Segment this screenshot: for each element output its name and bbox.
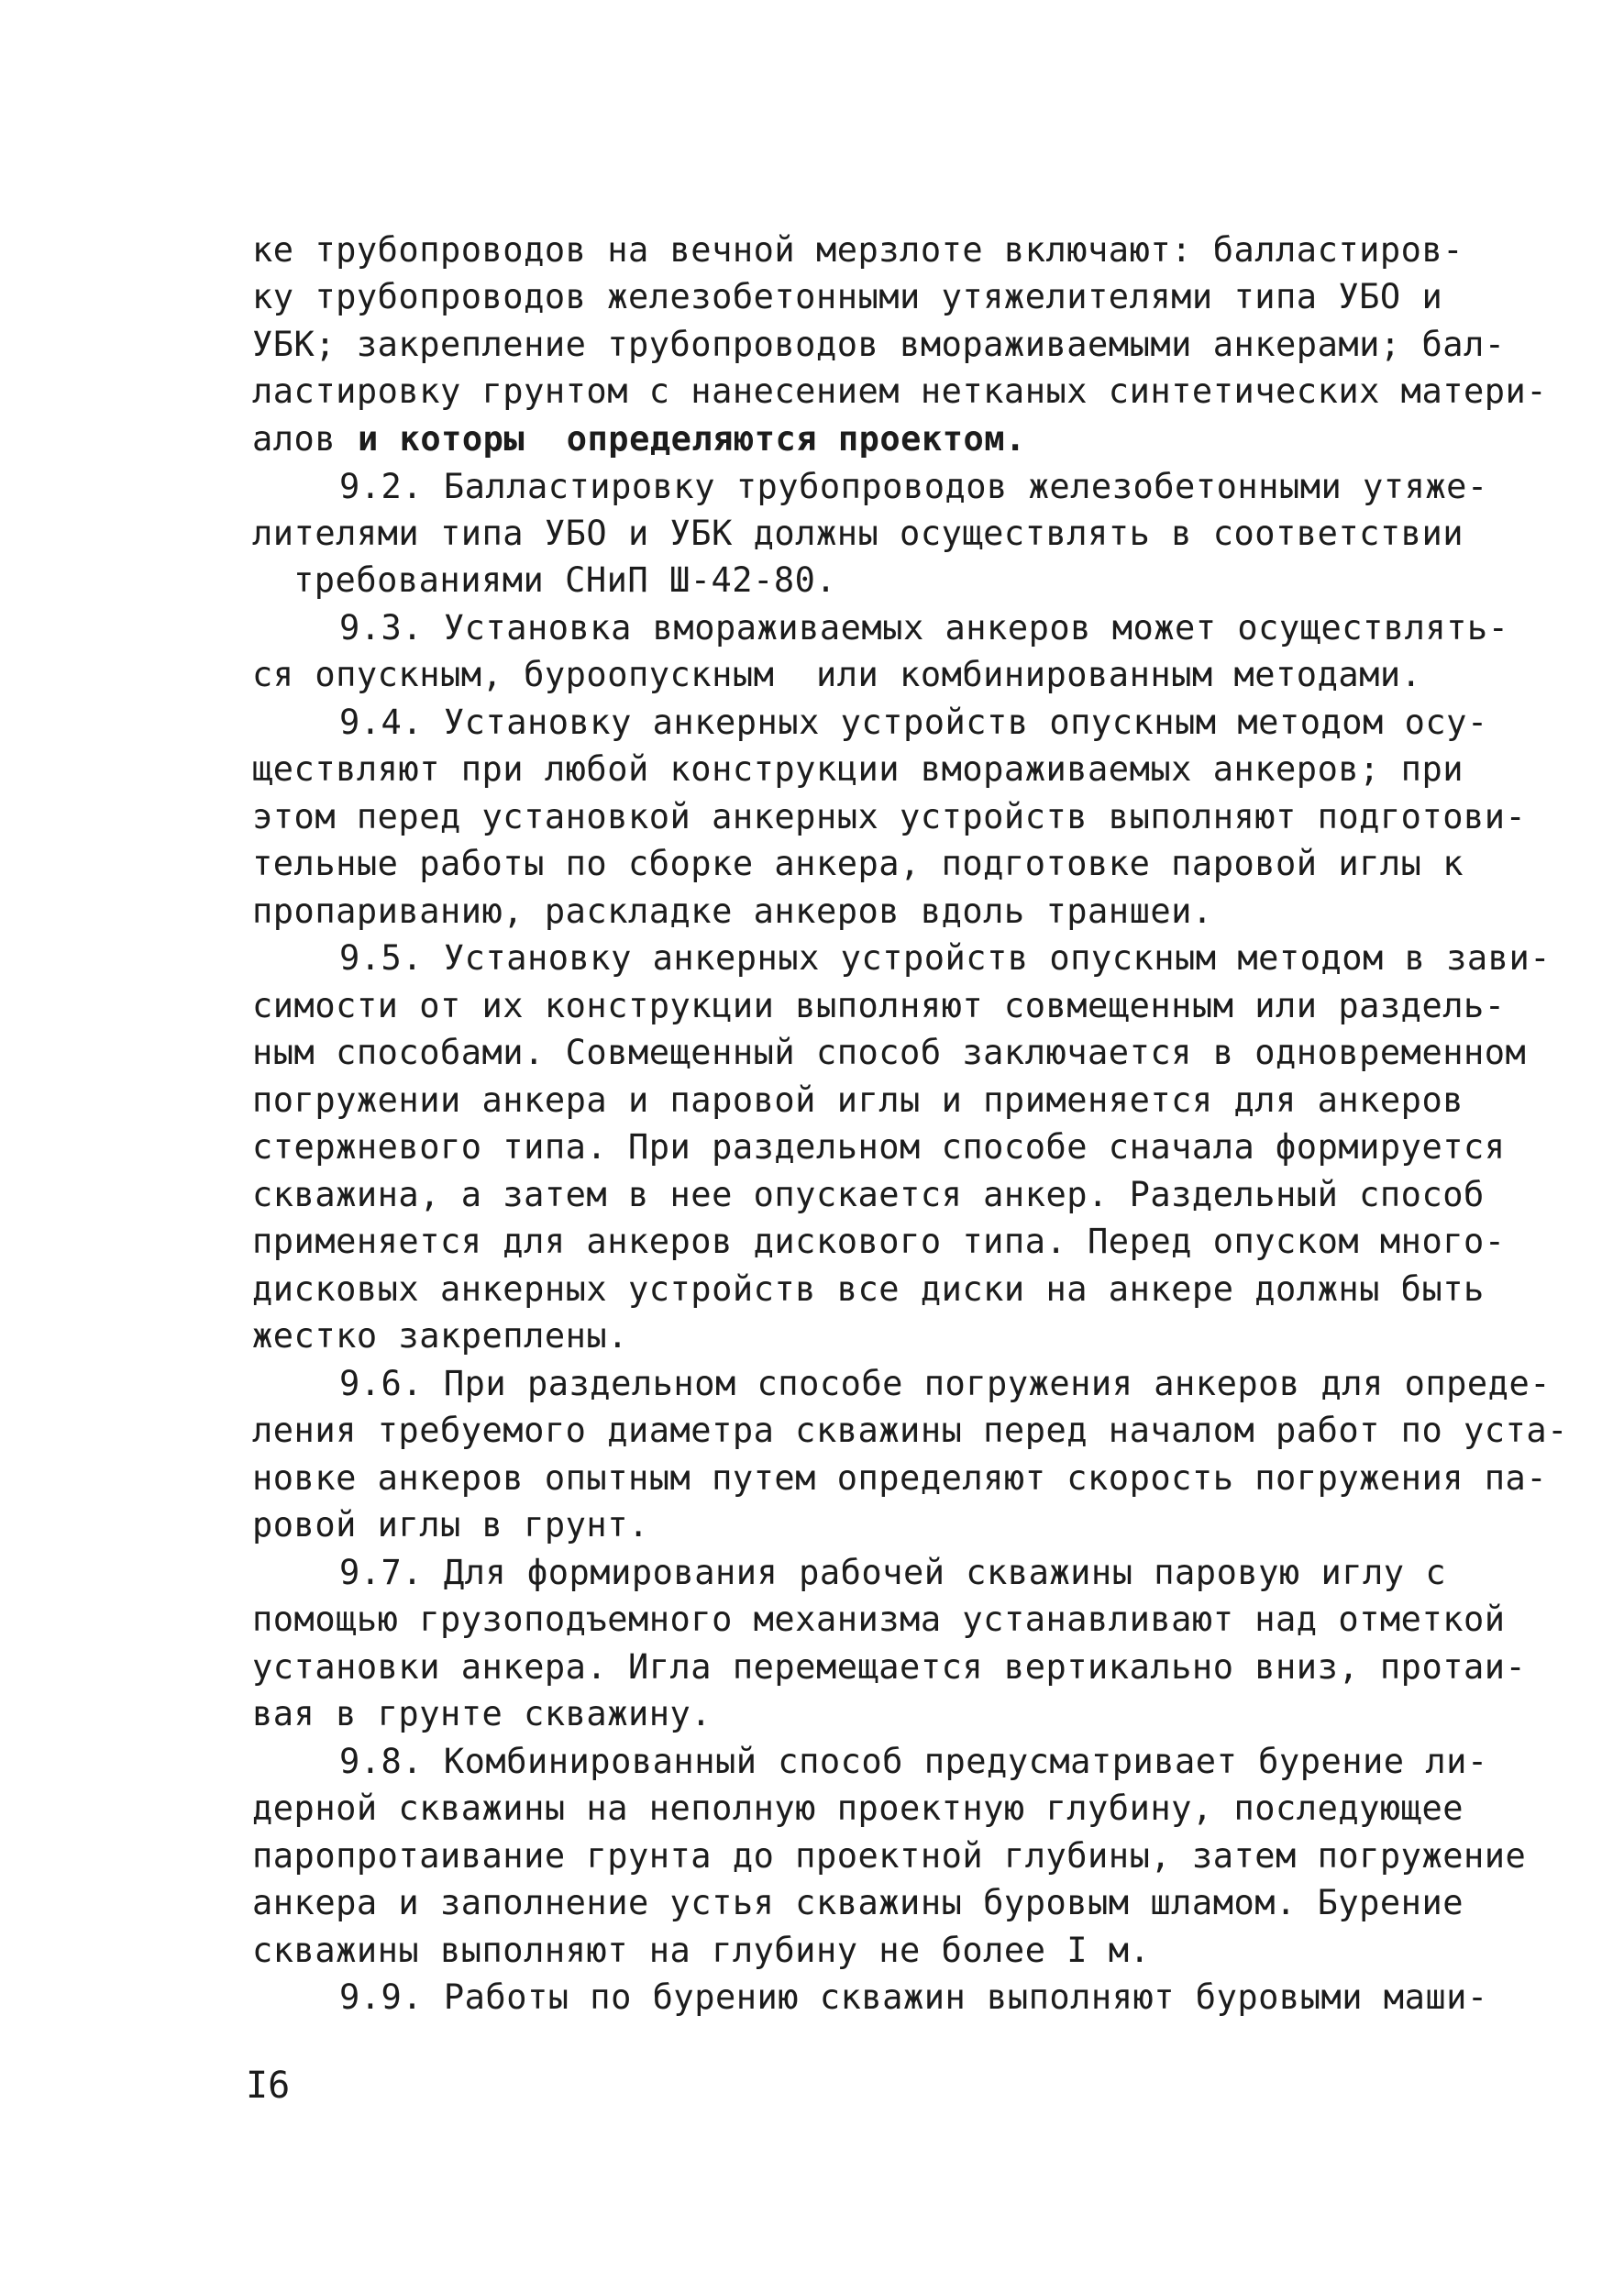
paragraph-9-8: 9.8. Комбинированный способ предусматривает бурение ли- [339, 1742, 1488, 1781]
text-line: лителями типа УБО и УБК должны осуществлять в соответствии [252, 514, 1464, 553]
paragraph-9-7: 9.7. Для формирования рабочей скважины паровую иглу с [339, 1553, 1447, 1592]
text-line: ся опускным, буроопускным или комбинированным методами. [252, 655, 1422, 694]
paragraph-9-5: 9.5. Установку анкерных устройств опускным методом в зави- [339, 938, 1552, 978]
text-line: новке анкеров опытным путем определяют скорость погружения па- [252, 1458, 1548, 1498]
text-line: ществляют при любой конструкции вмораживаемых анкеров; при [252, 749, 1464, 789]
text-line: симости от их конструкции выполняют совмещенным или раздель- [252, 986, 1506, 1025]
text-line: погружении анкера и паровой иглы и применяется для анкеров [252, 1080, 1464, 1120]
paragraph-9-2: 9.2. Балластировку трубопроводов железобетонными утяже- [339, 467, 1488, 506]
text-line: установки анкера. Игла перемещается вертикально вниз, протаи- [252, 1647, 1527, 1687]
text-line: помощью грузоподъемного механизма устанавливают над отметкой [252, 1600, 1506, 1639]
text-line: вая в грунте скважину. [252, 1694, 713, 1733]
text-line: ке трубопроводов на вечной мерзлоте включают: балластиров- [252, 230, 1464, 270]
text-line: жестко закреплены. [252, 1316, 628, 1356]
text-line: ным способами. Совмещенный способ заключается в одновременном [252, 1033, 1527, 1072]
text-line: стержневого типа. При раздельном способе сначала формируется [252, 1127, 1506, 1167]
text-line: дерной скважины на неполную проектную глубину, последующее [252, 1788, 1464, 1828]
text-line: ровой иглы в грунт. [252, 1505, 649, 1545]
text-line: требованиями СНиП Ш-42-80. [293, 560, 837, 600]
text-line: паропротаивание грунта до проектной глубины, затем погружение [252, 1836, 1527, 1876]
text-line: пропариванию, раскладке анкеров вдоль траншеи. [252, 891, 1213, 931]
text-line: скважины выполняют на глубину не более I м. [252, 1931, 1151, 1970]
text-line: анкера и заполнение устья скважины буровым шламом. Бурение [252, 1883, 1464, 1922]
text-line: применяется для анкеров дискового типа. Перед опуском много- [252, 1222, 1506, 1261]
paragraph-9-6: 9.6. При раздельном способе погружения анкеров для опреде- [339, 1364, 1552, 1403]
text-line: скважина, а затем в нее опускается анкер. Раздельный способ [252, 1175, 1485, 1214]
text-line: тельные работы по сборке анкера, подготовке паровой иглы к [252, 844, 1464, 883]
text-line: УБК; закрепление трубопроводов вмораживаемыми анкерами; бал- [252, 325, 1506, 364]
text-line: алов [252, 419, 337, 459]
page-number: I6 [246, 2065, 291, 2107]
text-line: ластировку грунтом с нанесением нетканых синтетических матери- [252, 371, 1548, 411]
paragraph-9-4: 9.4. Установку анкерных устройств опускным методом осу- [339, 703, 1488, 742]
text-line-bold: и которы определяются проектом. [358, 419, 1026, 459]
text-line: дисковых анкерных устройств все диски на анкере должны быть [252, 1269, 1485, 1309]
paragraph-9-3: 9.3. Установка вмораживаемых анкеров может осуществлять- [339, 608, 1509, 648]
text-line: ку трубопроводов железобетонными утяжелителями типа УБО и [252, 277, 1443, 316]
paragraph-9-9: 9.9. Работы по бурению скважин выполняют буровыми маши- [339, 1977, 1488, 2017]
text-line: этом перед установкой анкерных устройств выполняют подготови- [252, 797, 1527, 836]
text-line: ления требуемого диаметра скважины перед началом работ по уста- [252, 1411, 1568, 1450]
